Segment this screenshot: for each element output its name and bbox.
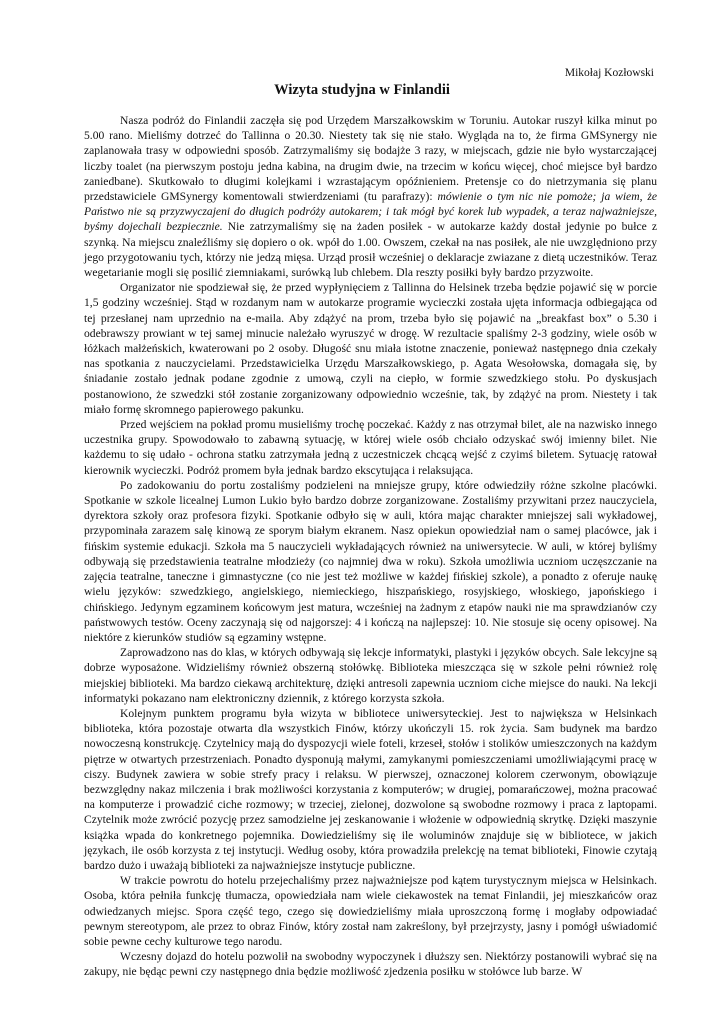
paragraph-text: Wczesny dojazd do hotelu pozwolił na swobodny wypoczynek i dłuższy sen. Niektórzy postanowili wybrać się na zakupy, nie będąc pewni czy następnego dnia będzie możliwość zjedzenia posiłku w stołówce lub barze. W (84, 950, 657, 979)
paragraph-bus-journey (84, 113, 657, 280)
paragraph-text: Po zadokowaniu do portu zostaliśmy podzieleni na mniejsze grupy, które odwiedziły różne szkolne placówki. Spotkanie w szkole licealnej Lumon Lukio było bardzo dobrze zorganizowane. Zostaliśmy przywitani przez nauczyciela, dyrektora szkoły oraz profesora fizyki. Spotkanie odbyło się w auli, która mając charakter mniejszej sali wykładowej, przypominała zarazem salę kinową ze sporym białym ekranem. Nasz opiekun opowiedział nam o samej placówce, jak i fińskim systemie edukacji. Szkoła ma 5 nauczycieli wykładających również na uniwersytecie. W auli, w której byliśmy odbywają się przedstawienia teatralne młodzieży (co najmniej dwa w roku). Szkoła umożliwia uczniom uczęszczanie na zajęcia teatralne, taneczne i gimnastyczne (co nie jest też możliwe w każdej fińskiej szkole), a ponadto z oferuje naukę wielu języków: szwedzkiego, angielskiego, niemieckiego, hiszpańskiego, rosyjskiego, włoskiego, japońskiego i chińskiego. Jedynym egzaminem końcowym jest matura, wcześniej na żadnym z etapów nauki nie ma sprawdzianów czy państwowych testów. Oceny zaczynają się od najgorszej: 4 i kończą na najlepszej: 10. Nie stosuje się oceny opisowej. Na niektóre z kierunków studiów są egzaminy wstępne. (84, 478, 657, 644)
author-name: Mikołaj Kozłowski (564, 67, 654, 79)
paragraph-city-tour (84, 873, 657, 949)
document-body (84, 113, 657, 980)
paragraph-boarding (84, 417, 657, 478)
paragraph-text: Zaprowadzono nas do klas, w których odbywają się lekcje informatyki, plastyki i języków obcych. Sale lekcyjne są dobrze wyposażone. Widzieliśmy również obszerną stołówkę. Biblioteka mieszcząca się w szkole pełni również rolę miejskiej biblioteki. Ma bardzo ciekawą architekturę, dzięki antresoli zapewnia uczniom ciche miejsce do nauki. Na lekcji informatyki pokazano nam elektroniczny dziennik, z którego korzysta szkoła. (84, 646, 657, 705)
paragraph-text: Kolejnym punktem programu była wizyta w bibliotece uniwersyteckiej. Jest to największa w Helsinkach biblioteka, która pozostaje otwarta dla wszystkich Finów, którzy ukończyli 15. rok życia. Sam budynek ma bardzo nowoczesną konstrukcję. Czytelnicy mają do dyspozycji wiele foteli, krzeseł, stołów i stolików umieszczonych na każdym piętrze w otwartych przestrzeniach. Ponadto dysponują małymi, zamykanymi pomieszczeniami umożliwiającymi pracę w ciszy. Budynek zawiera w sobie strefy pracy i relaksu. W pierwszej, oznaczonej kolorem czerwonym, obowiązuje bezwzględny nakaz milczenia i brak możliwości korzystania z komputerów; w drugiej, pomarańczowej, można pracować na komputerze i prowadzić ciche rozmowy; w trzeciej, zielonej, dozwolone są swobodne rozmowy i praca z laptopami. Czytelnik może zwrócić pozycję przez samodzielne jej zeskanowanie i włożenie w odpowiednią skrytkę. Dzięki maszynie książka wpada do konkretnego pojemnika. Dowiedzieliśmy się ile woluminów znajduje się w bibliotece, w jakich językach, ile osób korzysta z tej instytucji. Według osoby, która prowadziła prelekcję na temat biblioteki, Finowie czytają bardzo dużo i uważają biblioteki za najważniejsze instytucje publiczne. (84, 706, 657, 872)
paragraph-text: Organizator nie spodziewał się, że przed wypłynięciem z Tallinna do Helsinek trzeba będzie pojawić się w porcie 1,5 godziny wcześniej. Stąd w rozdanym nam w autokarze programie wycieczki została ujęta informacja odbiegająca od tej przesłanej nam uprzednio na e-maila. Aby zdążyć na prom, trzeba było się pojawić na „breakfast box” o 5.30 i odebrawszy prowiant w tej samej minucie należało wyruszyć w drogę. W rezultacie spaliśmy 2-3 godziny, wiele osób w łóżkach małżeńskich, kwaterowani po 2 osoby. Długość snu miała istotne znaczenie, ponieważ następnego dnia czekały nas spotkania z nauczycielami. Przedstawicielka Urzędu Marszałkowskiego, p. Agata Wesołowska, domagała się, by śniadanie zostało jednak podane zgodnie z umową, czyli na ciepło, w formie szwedzkiego stołu. Po dyskusjach postanowiono, że szwedzki stół zostanie zorganizowany odpowiednio wcześnie, tak, by zdążyć na prom. Niestety i tak miało formę skromnego papierowego pakunku. (84, 281, 657, 416)
paragraph-university-library (84, 706, 657, 873)
paragraph-classrooms (84, 645, 657, 706)
quoted-paraphrase: mówienie o tym nic nie pomoże; ja wiem, że Państwo nie są przyzwyczajeni do długich podróży autokarem; i tak mógł być korek lub wypadek, a teraz najważniejsze, byśmy dojechali bezpiecznie. (84, 190, 657, 234)
paragraph-school-visit (84, 478, 657, 645)
paragraph-text: Nie zatrzymaliśmy się na żaden posiłek - w autokarze każdy dostał jedynie po bułce z szynką. Na miejscu znaleźliśmy się dopiero o ok. wpół do 1.00. Owszem, czekał na nas posiłek, ale nie uwzględniono przy jego przygotowaniu tych, którzy nie jedzą mięsa. Urząd prosił wcześniej o deklaracje zwiazane z dietą uczestników. Teraz wegetarianie mogli się posilić ziemniakami, surówką lub chlebem. Dla reszty posiłki były bardzo przyzwoite. (84, 220, 657, 280)
paragraph-hotel-return (84, 949, 657, 979)
paragraph-ferry-schedule (84, 280, 657, 417)
paragraph-text: Przed wejściem na pokład promu musieliśmy trochę poczekać. Każdy z nas otrzymał bilet, ale na nazwisko innego uczestnika grupy. Spowodowało to zabawną sytuację, w której wiele osób chciało odzyskać swój imienny bilet. Nie każdemu to się udało - ochrona statku zatrzymała jedną z uczestniczek chcącą wejść z czyimś biletem. Sytuację ratował kierownik wycieczki. Podróż promem była jednak bardzo ekscytująca i relaksująca. (84, 418, 657, 477)
paragraph-text: W trakcie powrotu do hotelu przejechaliśmy przez najważniejsze pod kątem turystycznym miejsca w Helsinkach. Osoba, która pełniła funkcję tłumacza, opowiedziała nam wiele ciekawostek na temat Finlandii, jej mieszkańców oraz odwiedzanych miejsc. Spora część tego, czego się dowiedzieliśmy miała uproszczoną formę i mogłaby odpowiadać pewnym stereotypom, ale przez to obraz Finów, który został nam zakreślony, był przejrzysty, jasny i pomógł uświadomić sobie pewne cechy kulturowe tego narodu. (84, 874, 657, 948)
document-title: Wizyta studyjna w Finlandii (274, 82, 450, 98)
paragraph-text: Nasza podróż do Finlandii zaczęła się pod Urzędem Marszałkowskim w Toruniu. Autokar ruszył kilka minut po 5.00 rano. Mieliśmy dotrzeć do Tallinna o 20.30. Niestety tak się nie stało. Wygląda na to, że firma GMSynergy nie zaplanowała trasy w odpowiedni sposób. Zatrzymaliśmy się bodajże 3 razy, w miejscach, gdzie nie było wystarczającej liczby toalet (na pierwszym postoju jedna kabina, na drugim dwie, na trzecim w końcu więcej, choć miejsce był bardzo zaniedbane). Skutkowało to długimi kolejkami i wzrastającym opóźnieniem. Pretensje co do nietrzymania się planu przedstawiciele GMSynergy komentowali stwierdzeniami (tu parafrazy): (84, 114, 657, 204)
